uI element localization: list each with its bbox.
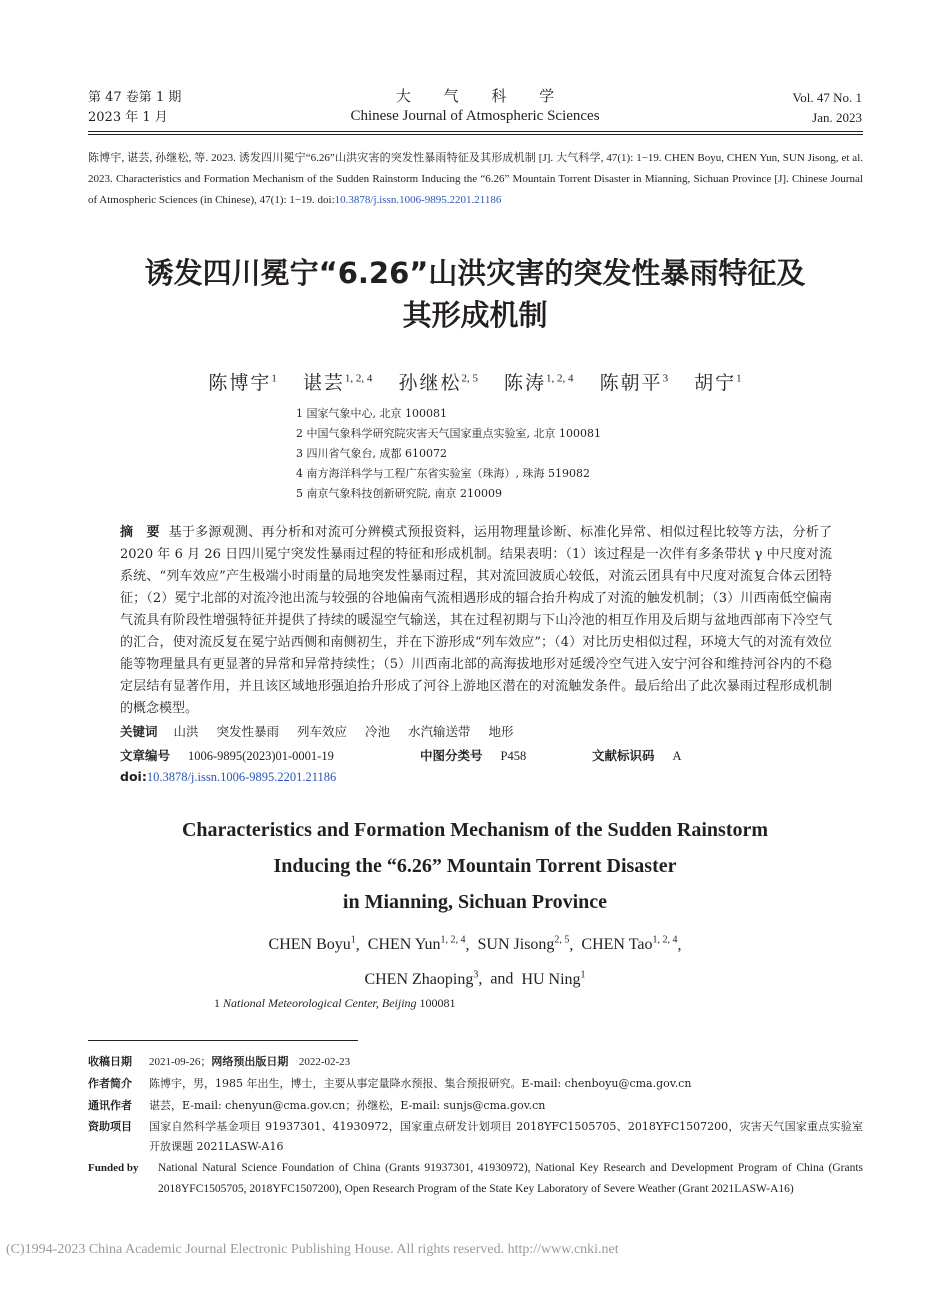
received-label: 收稿日期 <box>88 1055 132 1068</box>
authors-cn <box>0 368 950 395</box>
keyword: 列车效应 <box>297 724 348 739</box>
citation-text: 陈博宇, 谌芸, 孙继松, 等. 2023. 诱发四川冕宁“6.26”山洪灾害的突发性暴雨特征及其形成机制 [J]. 大气科学, 47(1): 1−19. CHEN Boyu, CHEN Yun, SUN Jisong, et al. 2023. Characteristics and Formation Mechanism of the Sudden Rainstorm Inducing the “6.26” Mountain Torrent Disaster in Mianning, Sichuan Province [J]. Chinese Journal of Atmospheric Sciences (in Chinese), 47(1): 1−19. doi: <box>88 152 863 206</box>
keyword: 冷池 <box>365 724 391 739</box>
doi-label: doi: <box>120 769 147 784</box>
affiliation-cn-1: 1 国家气象中心, 北京 100081 <box>296 407 447 420</box>
author-en: CHEN Zhaoping$^3$ <box>364 969 479 988</box>
citation <box>88 148 863 211</box>
title-cn <box>60 252 890 336</box>
footnote-rule <box>88 1040 358 1041</box>
affiliations-cn <box>296 404 601 504</box>
online-date-value: 2022-02-23 <box>298 1056 351 1068</box>
affiliation-cn-4: 4 南方海洋科学与工程广东省实验室（珠海）, 珠海 519082 <box>296 467 590 480</box>
bio-value: 陈博宇，男，1985 年出生，博士，主要从事定量降水预报、集合预报研究。E-mail: chenboyu@cma.gov.cn <box>149 1077 692 1090</box>
title-en-line1: Characteristics and Formation Mechanism of the Sudden Rainstorm <box>181 819 769 841</box>
header-right <box>793 88 862 128</box>
doc-code-label: 文献标识码 <box>592 748 655 763</box>
corresponding-value: 谌芸，E-mail: chenyun@cma.gov.cn；孙继松，E-mail: sunjs@cma.gov.cn <box>149 1099 546 1112</box>
title-en-line2: Inducing the “6.26” Mountain Torrent Disaster <box>273 855 677 877</box>
footnote-funding-en <box>88 1158 863 1222</box>
affiliation-en-name: National Meteorological Center, Beijing <box>223 996 417 1010</box>
abstract-cn <box>120 522 832 720</box>
doi-link[interactable]: 10.3878/j.issn.1006-9895.2201.21186 <box>146 770 337 784</box>
author-cn: 陈涛$^{1, 2, 4}$ <box>504 372 574 394</box>
journal-name-cn: 大 气 科 学 <box>395 87 569 105</box>
doi-row <box>120 769 336 785</box>
abstract-text: 基于多源观测、再分析和对流可分辨模式预报资料，运用物理量诊断、标准化异常、相似过程比较等方法，分析了 2020 年 6 月 26 日四川冕宁突发性暴雨过程的特征和形成机制。结果表明：（1）该过程是一次伴有多条带状 γ 中尺度对流系统、“列车效应”产生极端小时雨量的局地突发性暴雨过程，其对流回波质心较低，对流云团具有中尺度对流复合体云团特征；（2）冕宁北部的对流冷池出流与较强的谷地偏南气流相遇形成的辐合抬升构成了对流的触发机制；（3）川西南低空偏南气流具有阶段性增强特征并提供了持续的暖湿空气输送，其在过程初期与下山冷池的相互作用及后期与盆地西部南下冷空气的汇合，使对流反复在冕宁站西侧和南侧初生，并在下游形成“列车效应”；（4）对比历史相似过程，环境大气的对流有效位能等物理量具有更显著的异常和异常持续性；（5）川西南北部的高海拔地形对延缓冷空气进入安宁河谷和维持河谷内的不稳定层结有显著作用，并且该区域地形强迫抬升形成了河谷上游地区潜在的对流触发条件。最后给出了此次暴雨过程形成机制的概念模型。 <box>120 525 832 716</box>
footnote-bio <box>88 1074 863 1094</box>
authors-en-line1: CHEN Boyu$^1$, CHEN Yun$^{1, 2, 4}$, SUN Jisong$^{2, 5}$, CHEN Tao$^{1, 2, 4}$, <box>268 935 682 954</box>
journal-name-en: Chinese Journal of Atmospheric Sciences <box>350 108 600 124</box>
title-cn-line2: 其形成机制 <box>402 298 548 332</box>
clc-group <box>420 746 526 764</box>
author-en: CHEN Yun$^{1, 2, 4}$ <box>367 935 466 954</box>
affiliation-en-code: 100081 <box>419 996 456 1010</box>
received-value: 2021-09-26； <box>149 1056 212 1068</box>
bio-label: 作者简介 <box>88 1077 132 1090</box>
date-en: Jan. 2023 <box>812 110 862 125</box>
keyword: 突发性暴雨 <box>216 724 280 739</box>
date-cn: 2023 年 1 月 <box>88 110 168 125</box>
keywords-row <box>120 722 514 740</box>
article-number-value: 1006-9895(2023)01-0001-19 <box>188 749 334 763</box>
affiliation-en <box>214 996 456 1011</box>
volume-issue-cn: 第 47 卷第 1 期 <box>88 90 182 105</box>
keyword: 山洪 <box>173 724 199 739</box>
author-cn: 胡宁$^1$ <box>694 372 742 394</box>
copyright-notice: (C)1994-2023 China Academic Journal Electronic Publishing House. All rights reserved. http://www.cnki.net <box>6 1242 619 1257</box>
funding-en-value: National Natural Science Foundation of China (Grants 91937301, 41930972), National Key Research and Development Program of China (Grants 2018YFC1505705, 2018YFC1507200), Open Research Program of the State Key Laboratory of Severe Weather (Grant 2021LASW-A16) <box>158 1162 863 1195</box>
authors-en-line2: CHEN Zhaoping$^3$, and HU Ning$^1$ <box>364 969 586 988</box>
volume-issue-en: Vol. 47 No. 1 <box>792 90 862 105</box>
header-rule-top <box>88 131 863 132</box>
funding-cn-value: 国家自然科学基金项目 91937301、41930972，国家重点研发计划项目 2018YFC1505705、2018YFC1507200，灾害天气国家重点实验室开放课题 2021LASW-A16 <box>149 1120 863 1153</box>
doc-code-group <box>592 746 682 764</box>
author-en: HU Ning$^1$ <box>521 969 586 988</box>
footnote-corresponding <box>88 1096 863 1116</box>
keyword: 地形 <box>488 724 514 739</box>
keyword: 水汽输送带 <box>408 724 471 739</box>
corresponding-label: 通讯作者 <box>88 1099 132 1112</box>
online-date-label: 网络预出版日期 <box>211 1055 289 1068</box>
doc-code-value: A <box>672 749 682 763</box>
clc-value: P458 <box>500 749 527 763</box>
author-cn: 谌芸$^{1, 2, 4}$ <box>302 372 373 394</box>
funding-cn-label: 资助项目 <box>88 1120 132 1133</box>
title-en-line3: in Mianning, Sichuan Province <box>342 891 608 913</box>
author-cn: 陈朝平$^3$ <box>599 372 669 394</box>
citation-doi-link[interactable]: 10.3878/j.issn.1006-9895.2201.21186 <box>334 194 502 206</box>
author-en: SUN Jisong$^{2, 5}$ <box>477 935 570 954</box>
footnote-received <box>88 1052 863 1072</box>
affiliation-en-num: 1 <box>214 996 220 1010</box>
title-cn-line1: 诱发四川冕宁“6.26”山洪灾害的突发性暴雨特征及 <box>144 256 806 290</box>
title-en <box>0 812 950 920</box>
header-rule-bottom <box>88 134 863 135</box>
author-cn: 陈博宇$^1$ <box>208 372 277 394</box>
affiliation-cn-3: 3 四川省气象台, 成都 610072 <box>296 447 447 460</box>
keywords-label: 关键词 <box>120 724 158 739</box>
abstract-label: 摘 要 <box>120 525 160 540</box>
affiliation-cn-5: 5 南京气象科技创新研究院, 南京 210009 <box>296 487 502 500</box>
author-en: CHEN Tao$^{1, 2, 4}$ <box>581 935 678 954</box>
author-en: CHEN Boyu$^1$ <box>268 935 356 954</box>
clc-label: 中图分类号 <box>420 748 483 763</box>
funding-en-label: Funded by <box>88 1162 139 1174</box>
author-cn: 孙继松$^{2, 5}$ <box>398 372 478 394</box>
authors-en <box>0 926 950 995</box>
article-number-group <box>120 746 334 764</box>
article-number-label: 文章编号 <box>120 748 171 763</box>
affiliation-cn-2: 2 中国气象科学研究院灾害天气国家重点实验室, 北京 100081 <box>296 427 601 440</box>
footnote-funding-cn <box>88 1117 863 1157</box>
